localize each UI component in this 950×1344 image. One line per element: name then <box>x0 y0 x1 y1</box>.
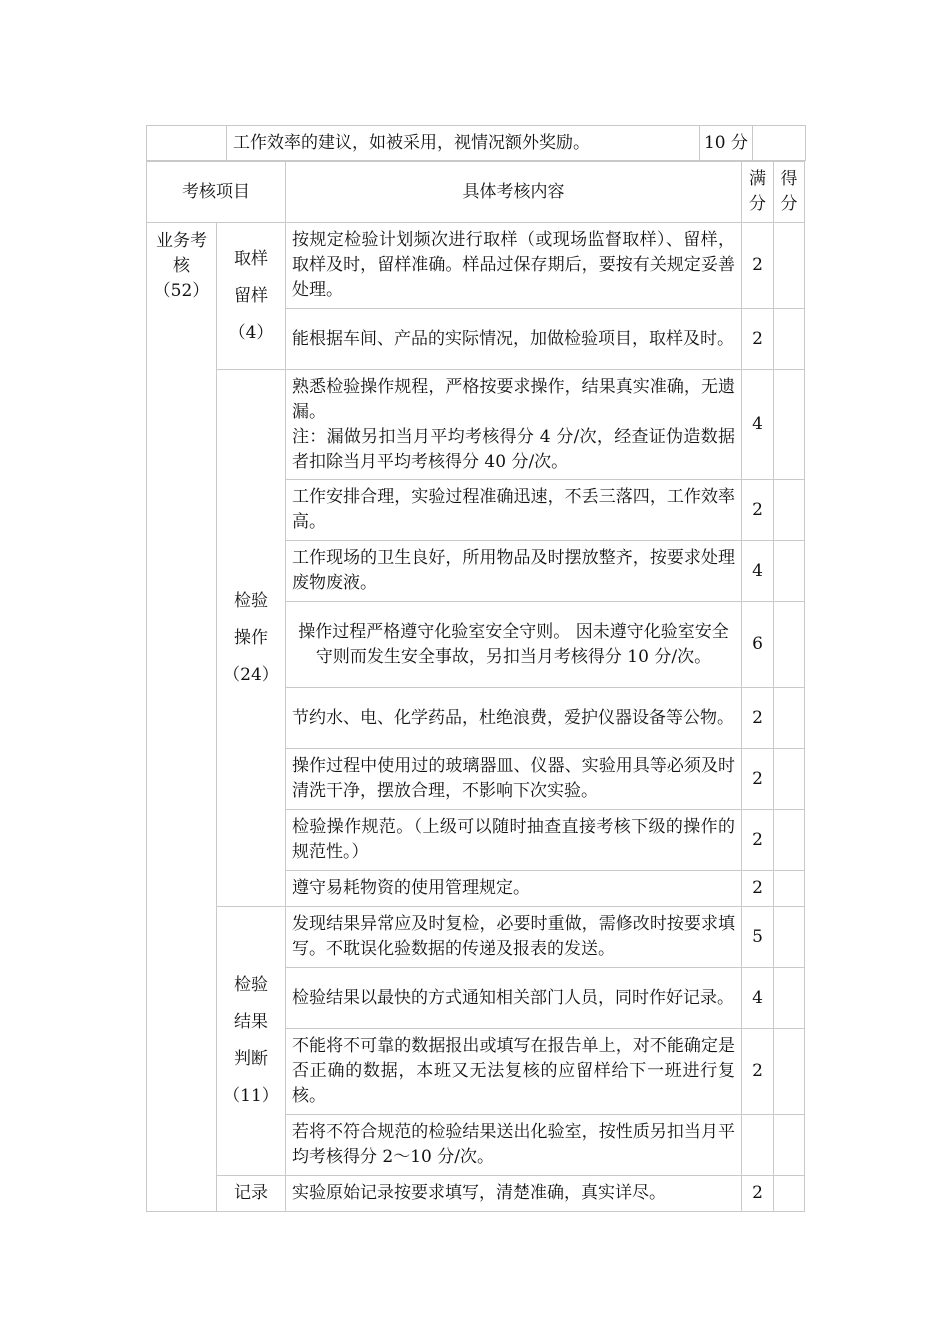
row-got <box>774 1176 805 1212</box>
group-judgment <box>217 907 286 1176</box>
group-judgment-l3: 判断 <box>234 1049 268 1069</box>
row-score: 2 <box>742 810 774 871</box>
row-content: 按规定检验计划频次进行取样（或现场监督取样）、留样，取样及时，留样准确。样品过保存期后，要按有关规定妥善处理。 <box>286 223 742 309</box>
row-got <box>774 968 805 1029</box>
header-full-score <box>742 162 774 223</box>
row-content: 操作过程严格遵守化验室安全守则。 因未遵守化验室安全守则而发生安全事故，另扣当月考核得分 10 分/次。 <box>286 602 742 688</box>
row-score: 4 <box>742 968 774 1029</box>
group-record: 记录 <box>217 1176 286 1212</box>
row-score: 2 <box>742 1176 774 1212</box>
row-got <box>774 749 805 810</box>
group-sampling-l3: （4） <box>228 322 274 343</box>
category-line1: 业务考 <box>156 231 207 251</box>
row-got <box>774 1029 805 1115</box>
row-got <box>774 907 805 968</box>
header-got-score-2: 分 <box>780 194 798 214</box>
row-content: 发现结果异常应及时复检，必要时重做，需修改时按要求填写。不耽误化验数据的传递及报表的发送。 <box>286 907 742 968</box>
row-score: 6 <box>742 602 774 688</box>
group-operation-l2: 操作 <box>234 627 268 648</box>
row-content: 检验结果以最快的方式通知相关部门人员，同时作好记录。 <box>286 968 742 1029</box>
row-content-note: 注：漏做另扣当月平均考核得分 4 分/次，经查证伪造数据者扣除当月平均考核得分 40 分/次。 <box>292 426 735 472</box>
group-sampling-l1: 取样 <box>234 248 268 269</box>
row-got <box>774 541 805 602</box>
header-got-score <box>774 162 805 223</box>
group-operation-l1: 检验 <box>234 590 268 611</box>
row-content: 工作安排合理，实验过程准确迅速，不丢三落四，工作效率高。 <box>286 480 742 541</box>
top-table <box>146 125 806 161</box>
row-content: 操作过程中使用过的玻璃器皿、仪器、实验用具等必须及时清洗干净，摆放合理，不影响下次实验。 <box>286 749 742 810</box>
header-full-score-2: 分 <box>749 194 766 214</box>
table-row <box>147 1176 805 1212</box>
group-operation-l3: （24） <box>223 664 279 685</box>
row-score: 5 <box>742 907 774 968</box>
top-got-cell <box>753 126 806 161</box>
table-row <box>147 223 805 309</box>
group-judgment-l4: （11） <box>223 1086 279 1106</box>
group-sampling <box>217 223 286 370</box>
row-content: 节约水、电、化学药品，杜绝浪费，爱护仪器设备等公物。 <box>286 688 742 749</box>
assessment-table <box>146 161 805 1212</box>
row-got <box>774 480 805 541</box>
row-score: 2 <box>742 480 774 541</box>
row-score: 2 <box>742 223 774 309</box>
row-got <box>774 688 805 749</box>
row-content: 能根据车间、产品的实际情况，加做检验项目，取样及时。 <box>286 309 742 370</box>
row-score <box>742 1115 774 1176</box>
header-full-score-1: 满 <box>749 169 766 189</box>
row-content: 若将不符合规范的检验结果送出化验室，按性质另扣当月平均考核得分 2～10 分/次。 <box>286 1115 742 1176</box>
row-content: 不能将不可靠的数据报出或填写在报告单上，对不能确定是否正确的数据，本班又无法复核的应留样给下一班进行复核。 <box>286 1029 742 1115</box>
row-content-main: 熟悉检验操作规程，严格按要求操作，结果真实准确，无遗漏。 <box>292 376 735 422</box>
category-line2: 核 <box>173 256 190 276</box>
category-cell <box>147 223 217 1212</box>
row-got <box>774 810 805 871</box>
header-content: 具体考核内容 <box>286 162 742 223</box>
group-operation <box>217 370 286 907</box>
row-content: 工作现场的卫生良好，所用物品及时摆放整齐，按要求处理废物废液。 <box>286 541 742 602</box>
row-score: 2 <box>742 688 774 749</box>
header-item: 考核项目 <box>147 162 286 223</box>
group-judgment-l2: 结果 <box>234 1012 268 1032</box>
row-content <box>286 370 742 480</box>
group-sampling-l2: 留样 <box>234 285 268 306</box>
category-line3: （52） <box>153 281 210 301</box>
table-row <box>147 370 805 480</box>
row-got <box>774 223 805 309</box>
top-row <box>147 126 806 161</box>
row-score: 2 <box>742 309 774 370</box>
table-row <box>147 907 805 968</box>
row-got <box>774 309 805 370</box>
row-score: 2 <box>742 871 774 907</box>
row-got <box>774 1115 805 1176</box>
row-score: 2 <box>742 1029 774 1115</box>
row-score: 4 <box>742 370 774 480</box>
row-got <box>774 602 805 688</box>
top-score-cell: 10 分 <box>700 126 753 161</box>
row-got <box>774 871 805 907</box>
header-got-score-1: 得 <box>780 169 798 189</box>
row-score: 2 <box>742 749 774 810</box>
top-empty-cell <box>147 126 227 161</box>
row-score: 4 <box>742 541 774 602</box>
header-row <box>147 162 805 223</box>
row-content: 检验操作规范。（上级可以随时抽查直接考核下级的操作的规范性。） <box>286 810 742 871</box>
group-judgment-l1: 检验 <box>234 975 268 995</box>
top-content-cell: 工作效率的建议，如被采用，视情况额外奖励。 <box>227 126 700 161</box>
row-got <box>774 370 805 480</box>
row-content: 遵守易耗物资的使用管理规定。 <box>286 871 742 907</box>
row-content: 实验原始记录按要求填写，清楚准确，真实详尽。 <box>286 1176 742 1212</box>
